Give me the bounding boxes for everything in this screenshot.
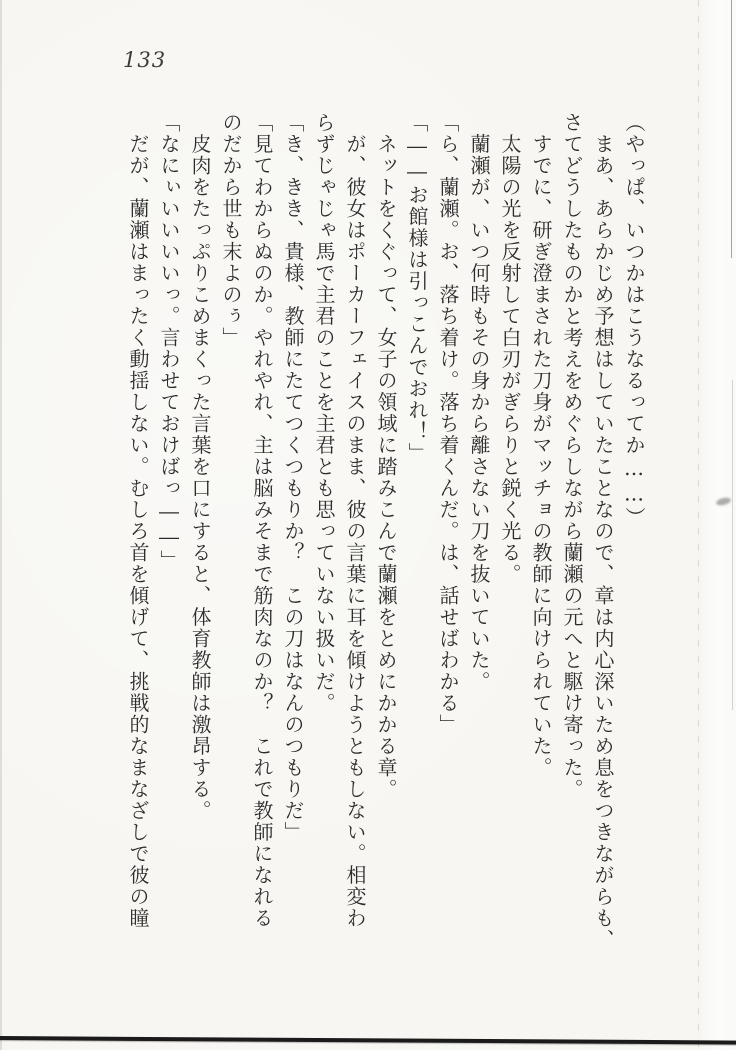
page-bottom-edge [0, 1036, 736, 1045]
text-column: ネットをくぐって、女子の領域に踏みこんで蘭瀬をとめにかかる章。 [374, 112, 398, 800]
vertical-text-block [119, 112, 649, 951]
page-number: 133 [123, 48, 167, 72]
text-column: すでに、研ぎ澄まされた刀身がマッチョの教師に向けられていた。 [529, 112, 553, 779]
text-column: 「き、きき、貴様、教師にたてつくつもりか？ この刀はなんのつもりだ」 [281, 112, 305, 843]
text-column: が、彼女はポーカーフェイスのまま、彼の言葉に耳を傾けようともしない。相変わ [343, 112, 367, 929]
text-column: （やっぱ、いつかはこうなるってか……） [622, 112, 646, 529]
scan-left-edge [0, 0, 2, 1050]
text-column: 太陽の光を反射して白刃がぎらりと鋭く光る。 [498, 112, 522, 585]
text-column: さてどうしたものかと考えをめぐらしながら蘭瀬の元へと駆け寄った。 [560, 112, 584, 800]
text-column: 「――お館様は引っこんでおれ！」 [405, 112, 429, 464]
text-column: 蘭瀬が、いつ何時もその身から離さない刀を抜いていた。 [467, 112, 491, 693]
text-column: 皮肉をたっぷりこめまくった言葉を口にすると、体育教師は激昂する。 [188, 112, 212, 822]
text-column: 「ら、蘭瀬。お、落ち着け。落ち着くんだ。は、話せばわかる」 [436, 112, 460, 736]
text-column: 「なにぃいいいいっ。言わせておけばっ――」 [157, 112, 181, 572]
scan-artifact-line-top [731, 0, 732, 258]
text-column: まあ、あらかじめ予想はしていたことなので、章は内心深いため息をつきながらも、 [591, 112, 615, 951]
text-column: らずじゃじゃ馬で主君のことを主君とも思っていない扱いだ。 [312, 112, 336, 714]
page-crease-line [698, 0, 699, 1050]
text-column: だが、蘭瀬はまったく動揺しない。むしろ首を傾げて、挑戦的なまなざしで彼の瞳 [126, 112, 150, 929]
text-column: のだから世も末よのぅ」 [219, 112, 243, 349]
scan-artifact-line-mid [732, 380, 733, 710]
text-column: 「見てわからぬのか。やれやれ、主は脳みそまで筋肉なのか？ これで教師になれる [250, 112, 274, 929]
